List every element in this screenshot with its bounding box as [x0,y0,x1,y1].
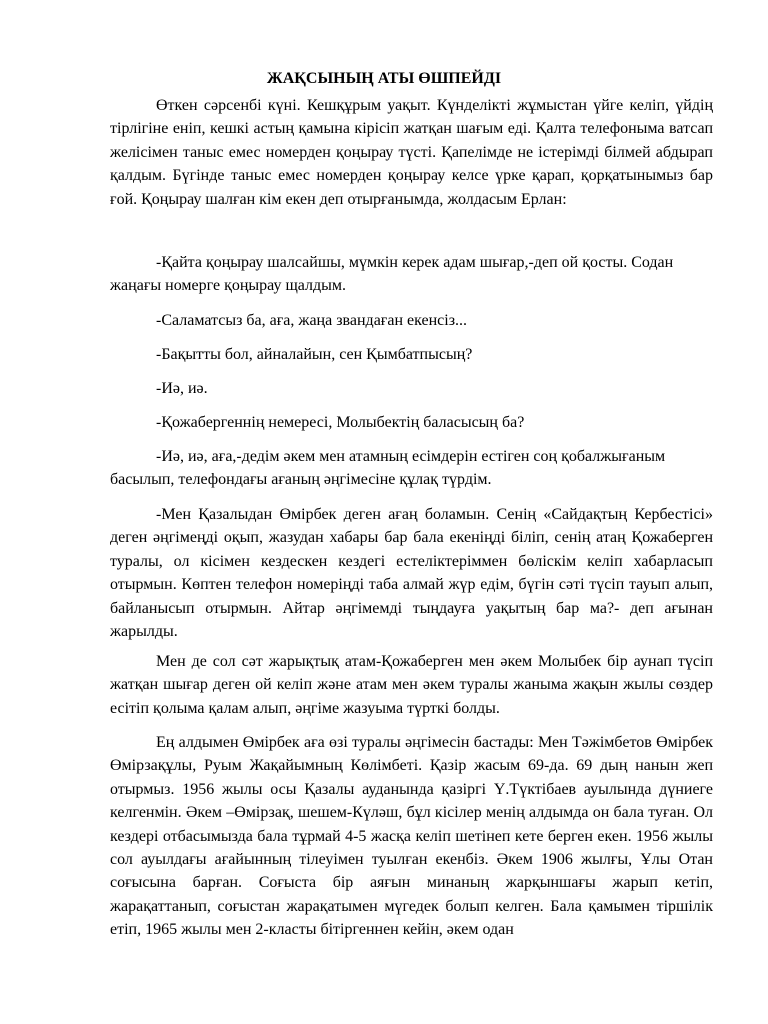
paragraph-intro: Өткен сәрсенбі күні. Кешқұрым уақыт. Күнделікті жұмыстан үйге келіп, үйдің тірлігіне еніп, кешкі астың қамына кірісіп жатқан шағым еді. Қалта телефоныма ватсап желісімен таныс емес номерден қоңырау түсті. Қапелімде не істерімді білмей абдырап қалдым. Бүгінде таныс емес номерден қоңырау келсе үрке қарап, қорқатынымыз бар ғой. Қоңырау шалған кім екен деп отырғанымда, жолдасым Ерлан: [110,97,713,208]
paragraph-dialogue-3: -Бақытты бол, айналайын, сен Қымбатпысың? [156,346,473,363]
paragraph-dialogue-6: -Иә, иә, аға,-дедім әкем мен атамның есімдерін естіген соң қобалжығаным басылып, телефондағы ағаның әңгімесіне құлақ түрдім. [110,448,666,489]
page-title: ЖАҚСЫНЫҢ АТЫ ӨШПЕЙДІ [266,70,502,87]
paragraph-dialogue-7: -Мен Қазалыдан Өмірбек деген ағаң боламын. Сенің «Сайдақтың Кербестісі» деген әңгімеңді оқып, жазудан хабары бар бала екеніңді біліп, сенің атаң Қожаберген туралы, ол кісімен кездескен кездегі естеліктеріммен бөліскім келіп хабарласып отырмын. Көптен телефон номеріңді таба алмай жүр едім, бүгін сәті түсіп тауып алып, байланысып отырмын. Айтар әңгімемді тыңдауға уақытың бар ма?- деп ағынан жарылды. [110,506,713,641]
paragraph-story: Ең алдымен Өмірбек аға өзі туралы әңгімесін бастады: Мен Тәжімбетов Өмірбек Өмірзақұлы, Руым Жақайымның Көлімбеті. Қазір жасым 69-да. 69 дың нанын жеп отырмыз. 1956 жылы осы Қазалы ауданында қазіргі Ү.Түктібаев ауылында дүниеге келгенмін. Әкем –Өмірзақ, шешем-Күләш, бұл кісілер менің алдымда он бала туған. Ол кездері отбасымызда бала тұрмай 4-5 жасқа келіп шетінеп кете берген екен. 1956 жылы сол ауылдағы ағайынның тілеуімен туылған екенбіз. Әкем 1906 жылғы, Ұлы Отан соғысына барған. Соғыста бір аяғын минаның жарқыншағы жарып кетіп, жарақаттанып, соғыстан жарақатымен мүгедек болып келген. Бала қамымен тіршілік етіп, 1965 жылы мен 2-класты бітіргеннен кейін, әкем одан [110,734,713,939]
paragraph-dialogue-4: -Иә, иә. [156,380,208,397]
paragraph-dialogue-2: -Саламатсыз ба, аға, жаңа звандаған екенсіз... [156,312,468,329]
paragraph-dialogue-1: -Қайта қоңырау шалсайшы, мүмкін керек адам шығар,-деп ой қосты. Содан жаңағы номерге қоңырау щалдым. [110,254,674,295]
paragraph-dialogue-5: -Қожабергеннің немересі, Молыбектің баласысың ба? [156,414,525,431]
paragraph-reflection: Мен де сол сәт жарықтық атам-Қожаберген мен әкем Молыбек бір аунап түсіп жатқан шығар деген ой келіп және атам мен әкем туралы жаныма жақын жылы сөздер есітіп қолыма қалам алып, әңгіме жазуыма түрткі болды. [110,653,713,717]
